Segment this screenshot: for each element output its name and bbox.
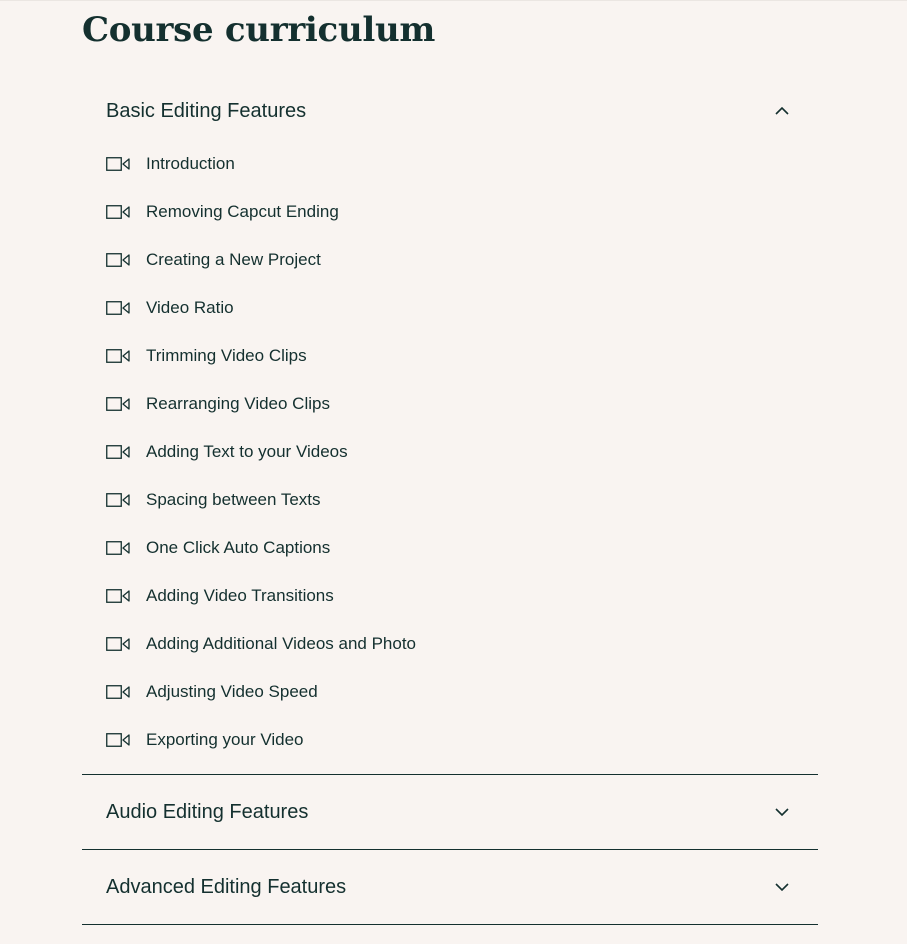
video-camera-icon xyxy=(106,397,130,411)
lesson-item[interactable] xyxy=(106,140,794,188)
lesson-label: Video Ratio xyxy=(146,298,234,317)
lesson-label: Introduction xyxy=(146,154,235,173)
chevron-up-icon[interactable] xyxy=(770,99,794,123)
lesson-item[interactable] xyxy=(106,668,794,716)
lesson-item[interactable] xyxy=(106,476,794,524)
video-camera-icon xyxy=(106,253,130,267)
section-header[interactable] xyxy=(82,850,818,924)
video-camera-icon xyxy=(106,685,130,699)
video-camera-icon xyxy=(106,445,130,459)
page-title: Course curriculum xyxy=(82,10,436,50)
lesson-label: Exporting your Video xyxy=(146,730,304,749)
lesson-label: Adding Video Transitions xyxy=(146,586,334,605)
lesson-label: Rearranging Video Clips xyxy=(146,394,330,413)
lesson-item[interactable] xyxy=(106,188,794,236)
lesson-item[interactable] xyxy=(106,380,794,428)
section-title: Advanced Editing Features xyxy=(106,875,347,898)
section-advanced-editing xyxy=(82,850,818,925)
section-title: Audio Editing Features xyxy=(106,800,309,823)
lesson-label: One Click Auto Captions xyxy=(146,538,331,557)
video-camera-icon xyxy=(106,733,130,747)
lesson-label: Adjusting Video Speed xyxy=(146,682,318,701)
video-camera-icon xyxy=(106,301,130,315)
lesson-label: Spacing between Texts xyxy=(146,490,321,509)
chevron-down-icon[interactable] xyxy=(770,875,794,899)
lesson-list xyxy=(82,140,818,764)
section-audio-editing xyxy=(82,775,818,850)
video-camera-icon xyxy=(106,205,130,219)
section-basic-editing xyxy=(82,76,818,775)
chevron-down-icon[interactable] xyxy=(770,800,794,824)
lesson-item[interactable] xyxy=(106,284,794,332)
lesson-item[interactable] xyxy=(106,620,794,668)
video-camera-icon xyxy=(106,589,130,603)
video-camera-icon xyxy=(106,637,130,651)
section-title: Basic Editing Features xyxy=(106,99,307,122)
lesson-item[interactable] xyxy=(106,428,794,476)
top-divider xyxy=(0,0,907,1)
lesson-item[interactable] xyxy=(106,236,794,284)
lesson-label: Removing Capcut Ending xyxy=(146,202,339,221)
video-camera-icon xyxy=(106,493,130,507)
lesson-label: Adding Text to your Videos xyxy=(146,442,348,461)
lesson-label: Adding Additional Videos and Photo xyxy=(146,634,417,653)
lesson-item[interactable] xyxy=(106,332,794,380)
lesson-item[interactable] xyxy=(106,524,794,572)
lesson-label: Creating a New Project xyxy=(146,250,321,269)
section-header[interactable] xyxy=(82,76,818,146)
lesson-label: Trimming Video Clips xyxy=(146,346,307,365)
video-camera-icon xyxy=(106,541,130,555)
video-camera-icon xyxy=(106,349,130,363)
lesson-item[interactable] xyxy=(106,716,794,764)
curriculum-accordion xyxy=(82,76,818,925)
video-camera-icon xyxy=(106,157,130,171)
lesson-item[interactable] xyxy=(106,572,794,620)
section-header[interactable] xyxy=(82,775,818,849)
